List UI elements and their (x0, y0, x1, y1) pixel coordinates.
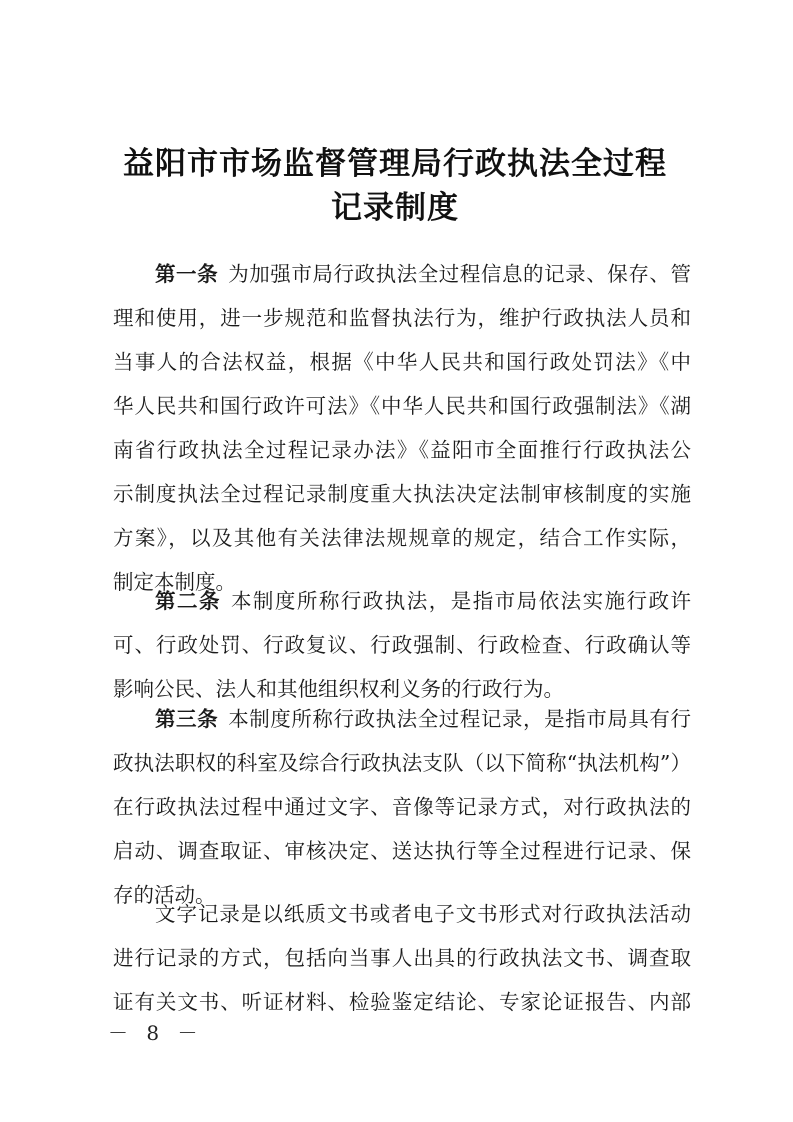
paragraph-text-record (113, 892, 691, 1024)
text-line: 影响公民、法人和其他组织权利义务的行政行为。 (113, 677, 564, 701)
article-2 (113, 579, 691, 711)
text-line: 第一条 为加强市局行政执法全过程信息的记录、保存、管 (155, 262, 691, 286)
article-heading: 第三条 (155, 707, 219, 731)
text-line: 可、行政处罚、行政复议、行政强制、行政检查、行政确认等 (113, 633, 691, 657)
article-heading: 第一条 (155, 262, 219, 286)
text-line: 第二条 本制度所称行政执法，是指市局依法实施行政许 (155, 589, 691, 613)
text-line: 证有关文书、听证材料、检验鉴定结论、专家论证报告、内部 (113, 990, 691, 1014)
text-line: 方案》，以及其他有关法律法规规章的规定，结合工作实际， (113, 526, 691, 550)
text-line: 南省行政执法全过程记录办法》《益阳市全面推行行政执法公 (113, 438, 691, 462)
text-line: 启动、调查取证、审核决定、送达执行等全过程进行记录、保 (113, 839, 691, 863)
article-1 (113, 252, 691, 604)
text-line: 在行政执法过程中通过文字、音像等记录方式，对行政执法的 (113, 795, 691, 819)
text-line: 存的活动。 (113, 883, 216, 907)
article-heading: 第二条 (155, 589, 221, 613)
text-line: 第三条 本制度所称行政执法全过程记录，是指市局具有行 (155, 707, 691, 731)
text-line: 进行记录的方式，包括向当事人出具的行政执法文书、调查取 (113, 946, 691, 970)
text-line: 示制度执法全过程记录制度重大执法决定法制审核制度的实施 (113, 482, 691, 506)
text-line: 华人民共和国行政许可法》《中华人民共和国行政强制法》《湖 (113, 394, 691, 418)
document-title-line-2: 记录制度 (331, 190, 459, 226)
text-line: 政执法职权的科室及综合行政执法支队（以下简称“执法机构”） (113, 751, 691, 775)
article-3 (113, 697, 691, 917)
text-line: 理和使用，进一步规范和监督执法行为，维护行政执法人员和 (113, 306, 691, 330)
page-number: － 8 － (108, 1021, 204, 1045)
text-line: 当事人的合法权益，根据《中华人民共和国行政处罚法》《中 (113, 350, 691, 374)
document-title-line-1: 益阳市市场监督管理局行政执法全过程 (123, 146, 667, 182)
text-line: 文字记录是以纸质文书或者电子文书形式对行政执法活动 (155, 902, 691, 926)
text-line: 制定本制度。 (113, 570, 236, 594)
